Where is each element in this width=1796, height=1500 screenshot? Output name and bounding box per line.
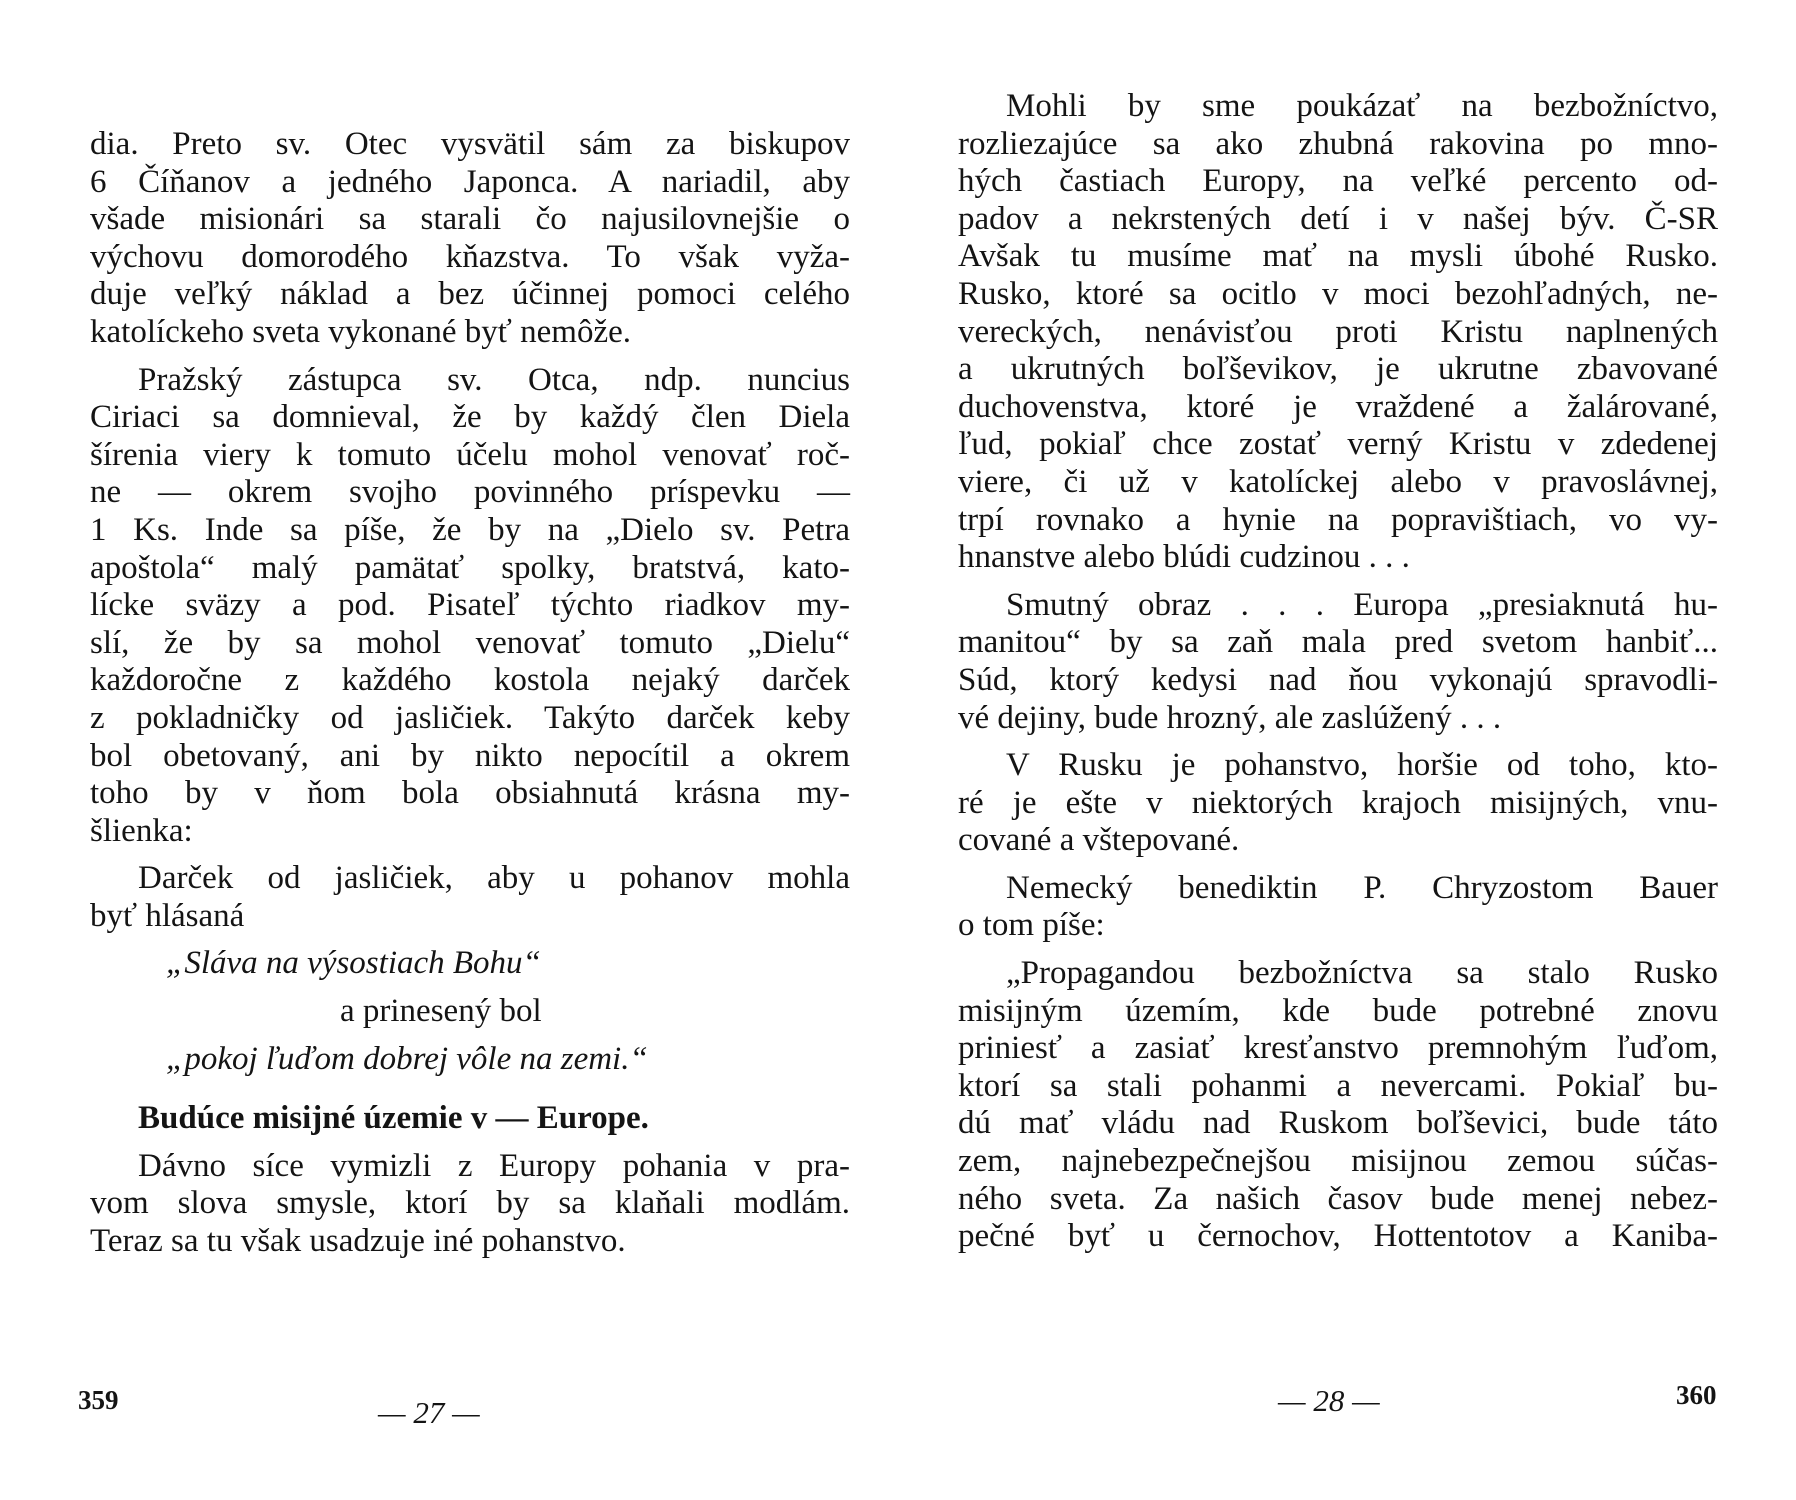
section-heading: Budúce misijné územie v — Europe. [138, 1100, 649, 1137]
text-line: Nemecký benediktin P. Chryzostom Bauer [1006, 869, 1718, 906]
text-line: Dávno síce vymizli z Europy pohania v pra- [138, 1147, 850, 1184]
text-line: 6 Číňanov a jedného Japonca. A nariadil, aby [90, 163, 850, 200]
text-line: všade misionári sa starali čo najusilovnejšie o [90, 201, 850, 238]
text-line: dú mať vládu nad Ruskom boľševici, bude táto [958, 1105, 1718, 1142]
text-line: toho by v ňom bola obsiahnutá krásna my- [90, 775, 850, 812]
text-line: šlienka: [90, 812, 193, 849]
text-line: Teraz sa tu však usadzuje iné pohanstvo. [90, 1223, 626, 1260]
quote-line: „Sláva na výsostiach Bohu“ [166, 945, 541, 982]
text-line: dia. Preto sv. Otec vysvätil sám za biskupov [90, 126, 850, 162]
text-line: Pražský zástupca sv. Otca, ndp. nuncius [138, 361, 850, 398]
text-line: Súd, ktorý kedysi nad ňou vykonajú spravodli- [958, 661, 1718, 698]
text-line: zem, najnebezpečnejšou misijnou zemou súčas- [958, 1143, 1718, 1180]
text-line: hnanstve alebo blúdi cudzinou . . . [958, 539, 1410, 576]
text-line: „Propagandou bezbožníctva sa stalo Rusko [1006, 955, 1718, 992]
text-line: ré je ešte v niektorých krajoch misijných, vnu- [958, 784, 1718, 821]
text-line: a ukrutných boľševikov, je ukrutne zbavované [958, 351, 1718, 388]
quote-line: „pokoj ľuďom dobrej vôle na zemi.“ [166, 1040, 648, 1077]
text-line: duje veľký náklad a bez účinnej pomoci celého [90, 276, 850, 313]
text-line: Ciriaci sa domnieval, že by každý člen Diela [90, 399, 850, 436]
text-line: ľud, pokiaľ chce zostať verný Kristu v zdedenej [958, 426, 1718, 463]
text-line: byť hlásaná [90, 897, 245, 934]
text-line: apoštola“ malý pamätať spolky, bratstvá, kato- [90, 549, 850, 586]
text-line: vé dejiny, bude hrozný, ale zaslúžený . . . [958, 699, 1502, 736]
text-line: pečné byť u černochov, Hottentotov a Kaniba- [958, 1218, 1718, 1255]
page-number: 360 [1676, 1380, 1717, 1410]
right-page [898, 0, 1796, 1500]
text-line: Darček od jasličiek, aby u pohanov mohla [138, 860, 850, 897]
text-line: 1 Ks. Inde sa píše, že by na „Dielo sv. Petra [90, 511, 850, 548]
text-line: trpí rovnako a hynie na popravištiach, vo vy- [958, 501, 1718, 538]
text-line: slí, že by sa mohol venovať tomuto „Dielu“ [90, 624, 850, 661]
text-line: ktorí sa stali pohanmi a nevercami. Pokiaľ bu- [958, 1067, 1718, 1104]
text-line: manitou“ by sa zaň mala pred svetom hanbiť... [958, 624, 1718, 661]
text-line: ne — okrem svojho povinného príspevku — [90, 474, 850, 511]
text-line: Rusko, ktoré sa ocitlo v moci bezohľadných, ne- [958, 275, 1718, 312]
text-line: výchovu domorodého kňazstva. To však vyža- [90, 238, 850, 275]
text-line: šírenia viery k tomuto účelu mohol venovať roč- [90, 436, 850, 473]
text-line: priniesť a zasiať kresťanstvo premnohým ľuďom, [958, 1030, 1718, 1067]
text-line: ného sveta. Za našich časov bude menej nebez- [958, 1180, 1718, 1217]
text-line: padov a nekrstených detí i v našej býv. Č-SR [958, 200, 1718, 237]
text-line: V Rusku je pohanstvo, horšie od toho, kto- [1006, 747, 1718, 784]
page-number: 359 [78, 1385, 119, 1415]
text-line: lícke sväzy a pod. Pisateľ týchto riadkov my- [90, 587, 850, 624]
left-page-text [90, 126, 850, 1261]
text-line: duchovenstva, ktoré je vraždené a žalárované, [958, 388, 1718, 425]
text-line: Smutný obraz . . . Europa „presiaknutá hu- [1006, 586, 1718, 623]
text-line: o tom píše: [958, 907, 1105, 944]
section-number: — 28 — [1278, 1383, 1380, 1418]
text-line: vom slova smysle, ktorí by sa klaňali modlám. [90, 1185, 850, 1222]
text-line: rozliezajúce sa ako zhubná rakovina po mno- [958, 125, 1718, 162]
right-page-text [958, 88, 1718, 1256]
text-line: a prinesený bol [340, 993, 542, 1030]
text-line: Mohli by sme poukázať na bezbožníctvo, [1006, 88, 1718, 124]
text-line: bol obetovaný, ani by nikto nepocítil a okrem [90, 737, 850, 774]
text-line: misijným územím, kde bude potrebné znovu [958, 992, 1718, 1029]
text-line: Avšak tu musíme mať na mysli úbohé Rusko. [958, 238, 1718, 275]
text-line: vereckých, nenávisťou proti Kristu naplnených [958, 313, 1718, 350]
text-line: hých častiach Europy, na veľké percento od- [958, 163, 1718, 200]
text-line: viere, či už v katolíckej alebo v pravoslávnej, [958, 463, 1718, 500]
section-number: — 27 — [378, 1395, 480, 1430]
text-line: z pokladničky od jasličiek. Takýto darček keby [90, 699, 850, 736]
text-line: každoročne z každého kostola nejaký darček [90, 662, 850, 699]
text-line: cované a vštepované. [958, 822, 1240, 859]
text-line: katolíckeho sveta vykonané byť nemôže. [90, 313, 632, 350]
